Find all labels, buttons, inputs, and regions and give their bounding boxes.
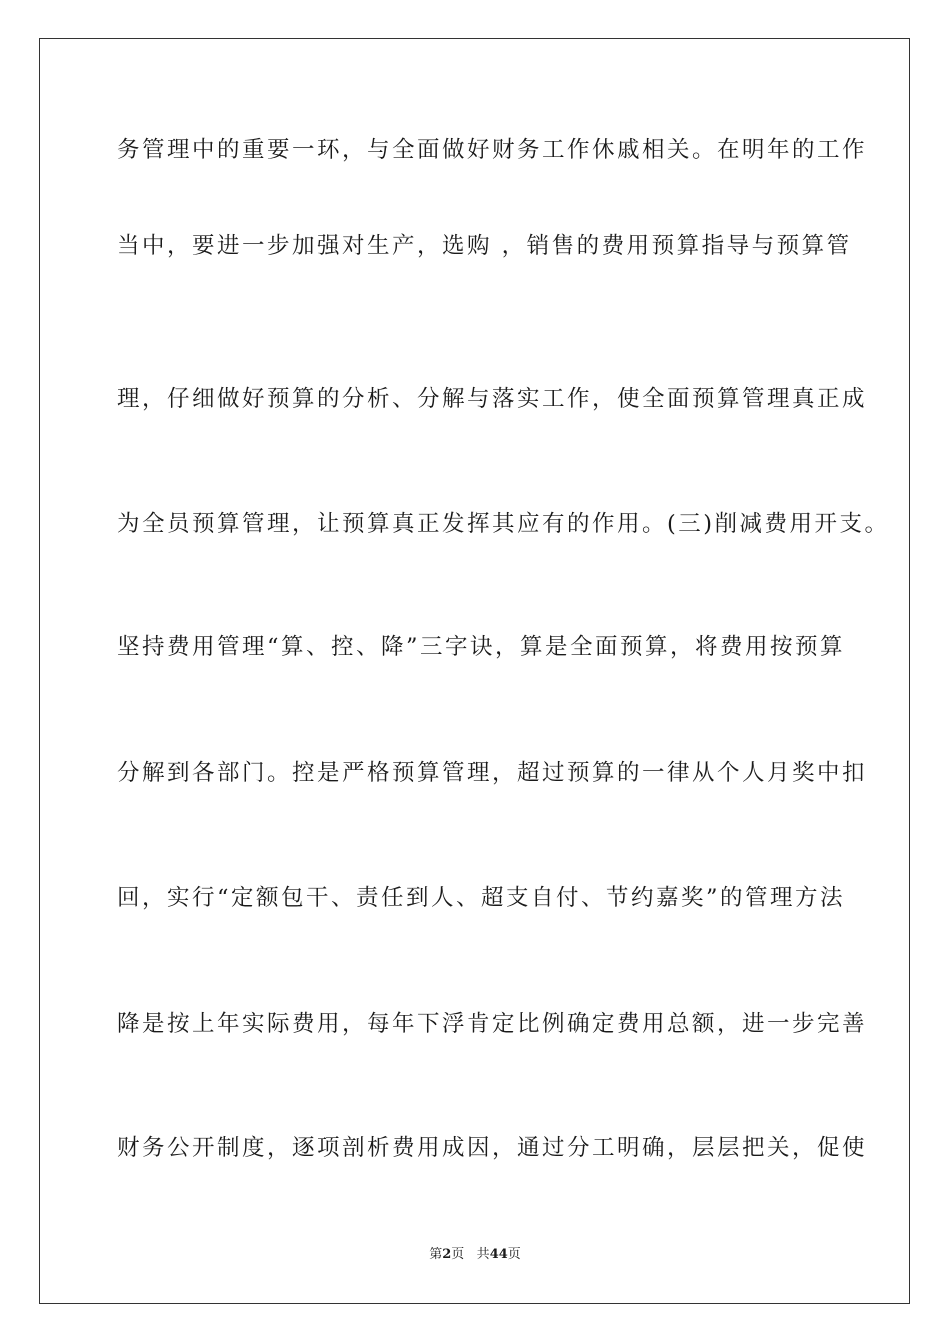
total-pages: 44 xyxy=(489,1247,508,1262)
total-suffix: 页 xyxy=(507,1247,521,1262)
page-border xyxy=(39,38,910,1304)
text-line-7: 回，实行“定额包干、责任到人、超支自付、节约嘉奖”的管理方法 xyxy=(117,885,846,911)
text-line-5: 坚持费用管理“算、控、降”三字诀，算是全面预算，将费用按预算 xyxy=(117,634,846,660)
text-line-4: 为全员预算管理，让预算真正发挥其应有的作用。(三)削减费用开支。 xyxy=(117,511,890,537)
page-number: 2 xyxy=(442,1247,452,1262)
text-line-2: 当中，要进一步加强对生产，选购 ，销售的费用预算指导与预算管 xyxy=(117,233,852,259)
text-line-3: 理，仔细做好预算的分析、分解与落实工作，使全面预算管理真正成 xyxy=(117,386,868,412)
text-line-6: 分解到各部门。控是严格预算管理，超过预算的一律从个人月奖中扣 xyxy=(117,760,868,786)
page-footer xyxy=(0,1246,950,1264)
text-line-9: 财务公开制度，逐项剖析费用成因，通过分工明确，层层把关，促使 xyxy=(117,1135,868,1161)
total-prefix: 共 xyxy=(476,1247,490,1262)
text-line-1: 务管理中的重要一环，与全面做好财务工作休戚相关。在明年的工作 xyxy=(117,137,868,163)
page-prefix: 第 xyxy=(429,1247,443,1262)
page-suffix: 页 xyxy=(451,1247,465,1262)
text-line-8: 降是按上年实际费用，每年下浮肯定比例确定费用总额，进一步完善 xyxy=(117,1011,868,1037)
